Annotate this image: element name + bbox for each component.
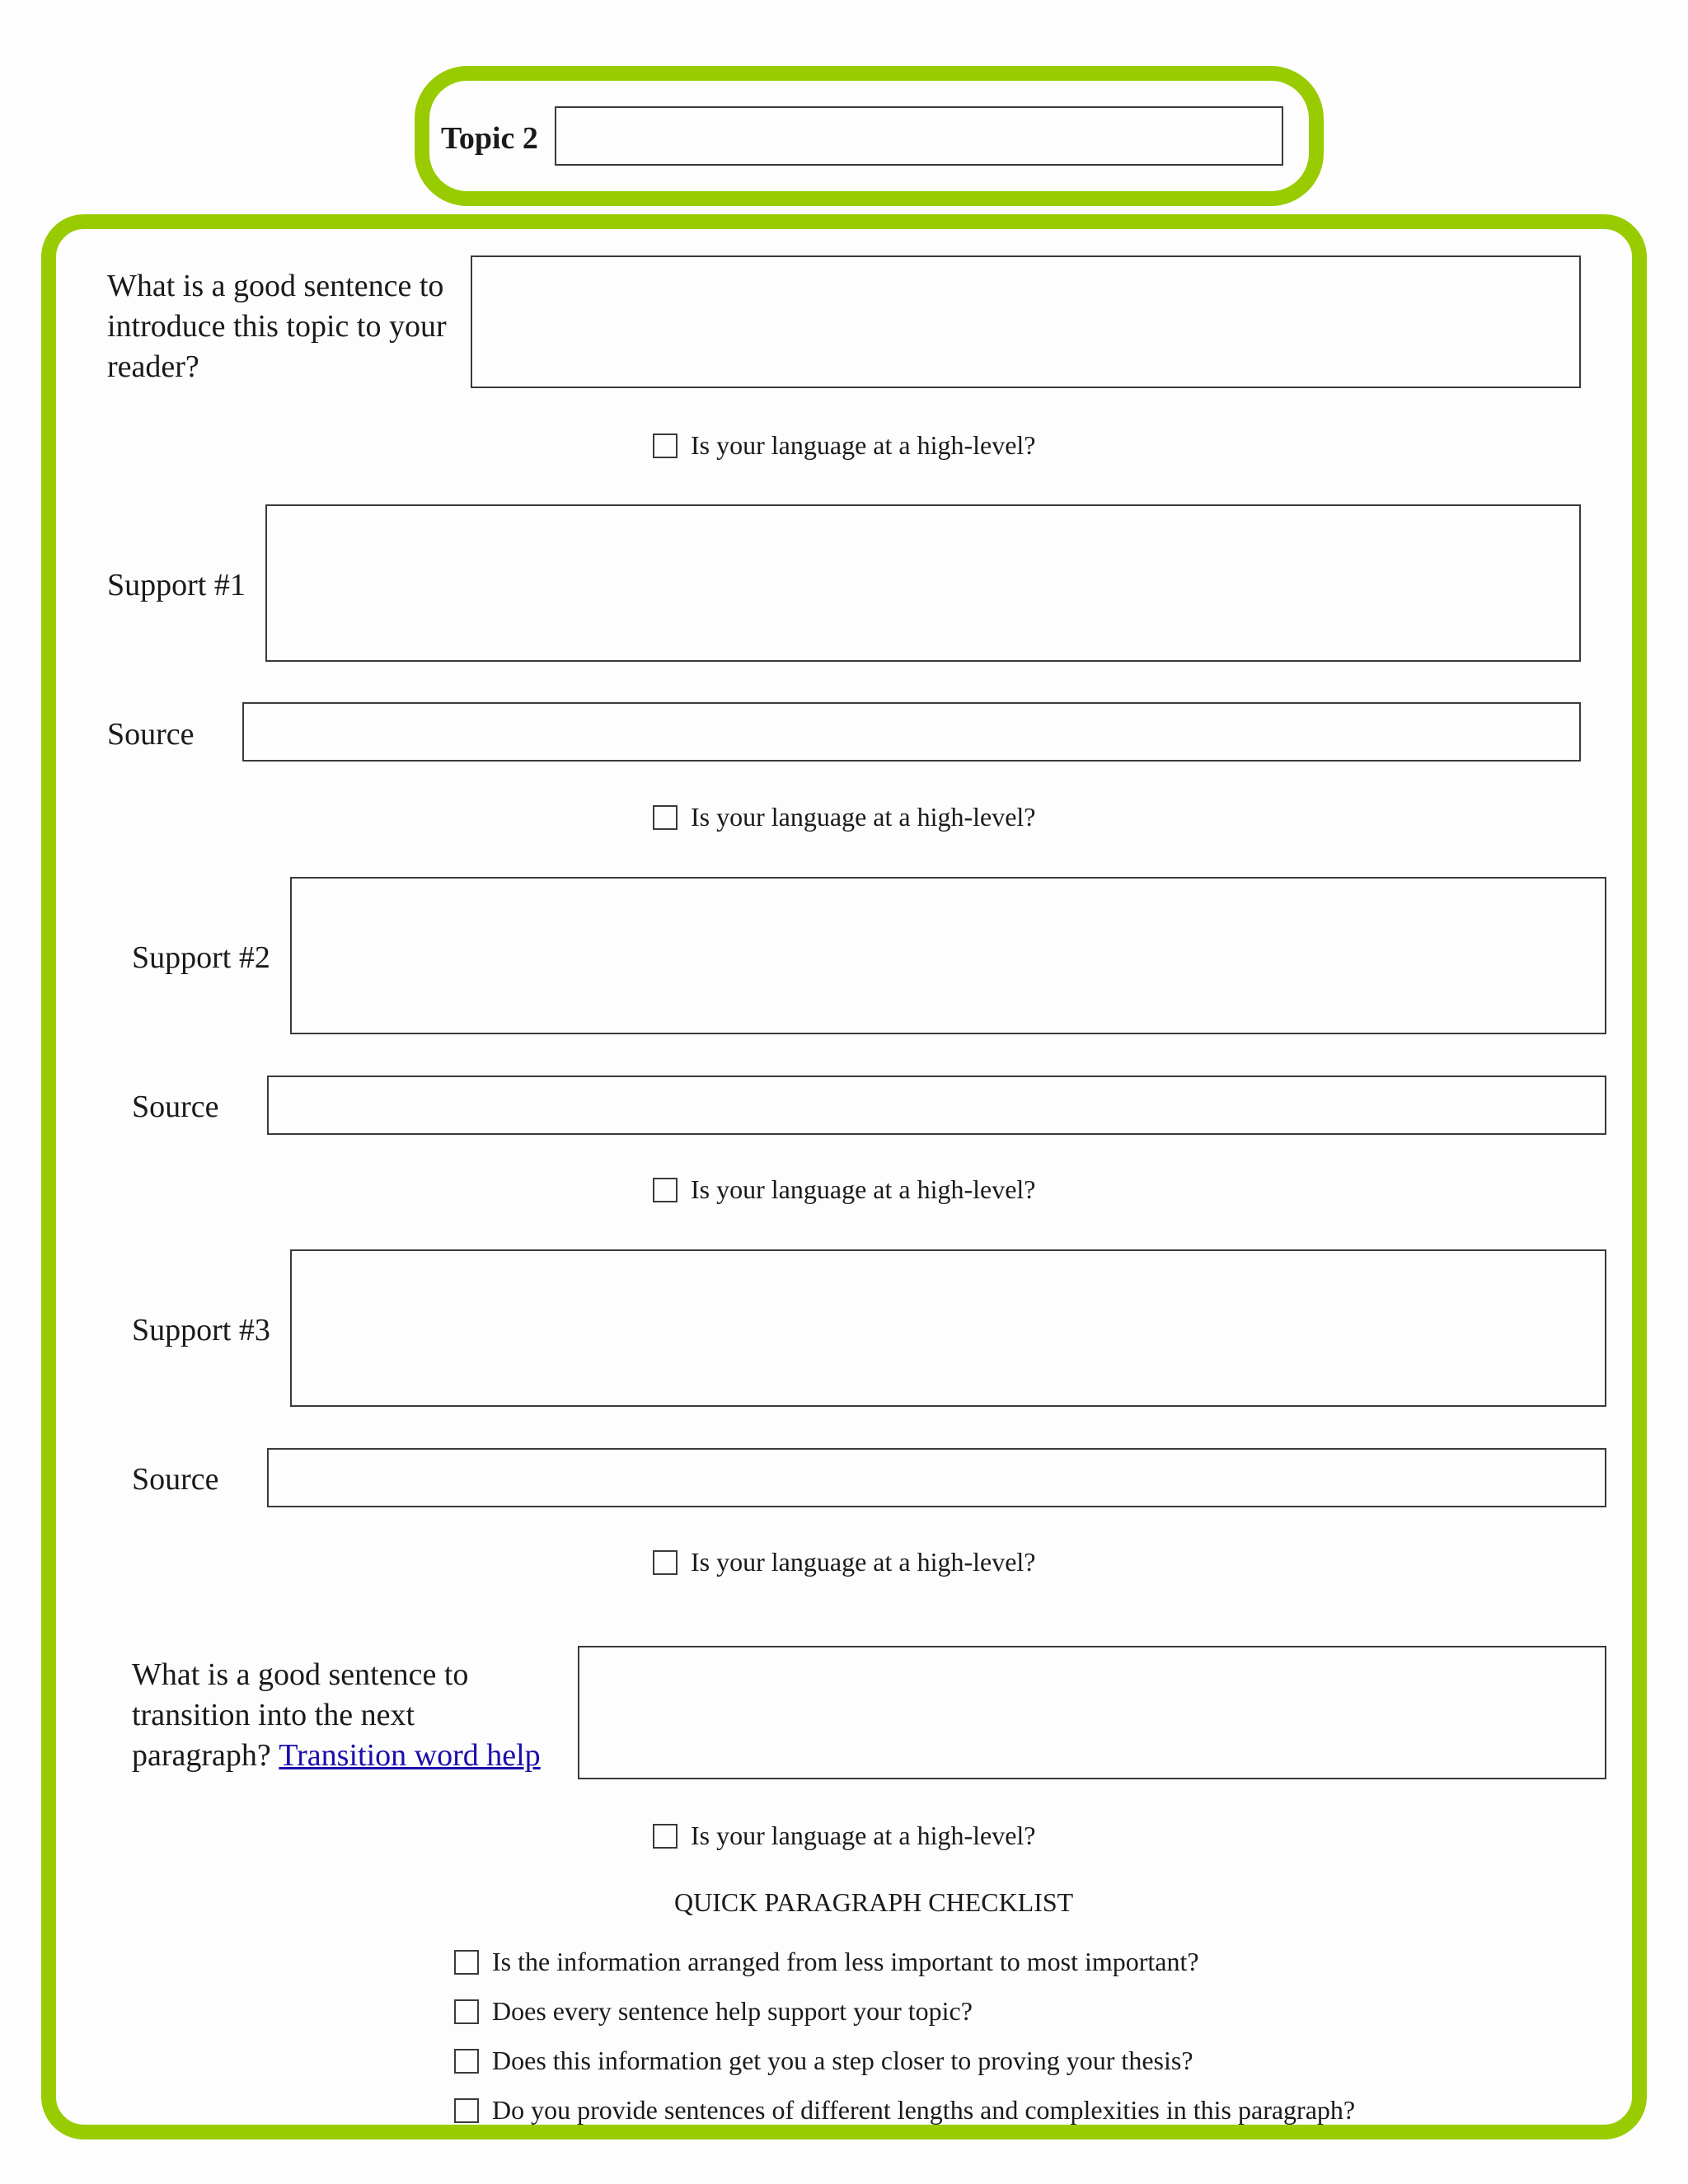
transition-word-help-link[interactable]: Transition word help <box>279 1738 541 1773</box>
checkbox[interactable] <box>653 1824 678 1849</box>
language-check-label: Is your language at a high-level? <box>691 1547 1036 1577</box>
language-check-transition[interactable] <box>653 1821 1036 1851</box>
source-2-label: Source <box>132 1090 219 1124</box>
checklist-item-label: Is the information arranged from less important to most important? <box>492 1947 1199 1976</box>
transition-label-line: What is a good sentence to <box>132 1657 469 1692</box>
topic-field[interactable] <box>555 106 1283 166</box>
support-2-label: Support #2 <box>132 940 270 975</box>
transition-label-line: paragraph? <box>132 1738 271 1773</box>
checkbox[interactable] <box>653 1178 678 1202</box>
checklist-item-label: Do you provide sentences of different lengths and complexities in this paragraph? <box>492 2095 1356 2125</box>
transition-label-line: transition into the next <box>132 1698 415 1732</box>
source-3-field[interactable] <box>267 1448 1606 1507</box>
language-check-label: Is your language at a high-level? <box>691 430 1036 460</box>
language-check-support-3[interactable] <box>653 1547 1036 1577</box>
source-1-field[interactable] <box>242 702 1581 762</box>
source-2-field[interactable] <box>267 1076 1606 1135</box>
language-check-label: Is your language at a high-level? <box>691 1821 1036 1850</box>
support-1-field[interactable] <box>265 504 1581 662</box>
language-check-label: Is your language at a high-level? <box>691 1174 1036 1204</box>
checkbox[interactable] <box>454 1950 479 1975</box>
intro-label-line: introduce this topic to your <box>107 309 447 344</box>
checklist-item[interactable] <box>454 1996 973 2027</box>
topic-label: Topic 2 <box>441 121 538 156</box>
checkbox[interactable] <box>454 2098 479 2123</box>
source-1-label: Source <box>107 717 195 752</box>
intro-label-line: reader? <box>107 349 199 384</box>
checkbox[interactable] <box>653 805 678 830</box>
checklist-item-label: Does every sentence help support your topic? <box>492 1996 973 2026</box>
checkbox[interactable] <box>653 434 678 458</box>
intro-sentence-field[interactable] <box>471 255 1581 388</box>
transition-sentence-field[interactable] <box>578 1646 1606 1779</box>
language-check-support-1[interactable] <box>653 802 1036 832</box>
checkbox[interactable] <box>454 1999 479 2024</box>
checklist-item[interactable] <box>454 2046 1193 2076</box>
support-3-field[interactable] <box>290 1249 1606 1407</box>
source-3-label: Source <box>132 1462 219 1497</box>
language-check-support-2[interactable] <box>653 1174 1036 1205</box>
support-2-field[interactable] <box>290 877 1606 1034</box>
language-check-intro[interactable] <box>653 430 1036 461</box>
checkbox[interactable] <box>454 2049 479 2074</box>
language-check-label: Is your language at a high-level? <box>691 802 1036 832</box>
checklist-item-label: Does this information get you a step closer to proving your thesis? <box>492 2046 1193 2075</box>
checkbox[interactable] <box>653 1550 678 1575</box>
transition-label <box>132 1655 541 1776</box>
support-3-label: Support #3 <box>132 1313 270 1347</box>
checklist-item[interactable] <box>454 2095 1355 2125</box>
support-1-label: Support #1 <box>107 568 246 602</box>
checklist-title: QUICK PARAGRAPH CHECKLIST <box>674 1887 1074 1917</box>
intro-label <box>107 266 447 387</box>
checklist-item[interactable] <box>454 1947 1199 1977</box>
intro-label-line: What is a good sentence to <box>107 269 444 303</box>
